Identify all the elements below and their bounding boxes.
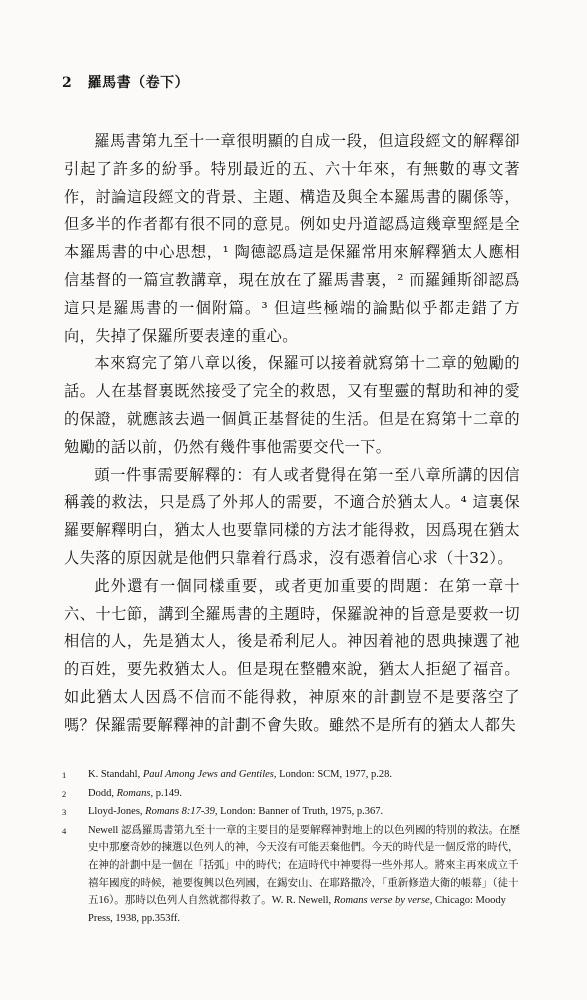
book-title: 羅馬書（卷下） [87,75,190,91]
footnote [62,803,524,822]
footnote-mark: 3 [62,807,67,818]
footnote-text: Dodd, Romans, p.149. [88,787,182,799]
paragraph: 此外還有一個同樣重要，或者更加重要的問題：在第一章十六、十七節，講到全羅馬書的主題時，保羅說神的旨意是要救一切相信的人，先是猶太人，後是希利尼人。神因着祂的恩典揀選了祂的百姓，要先救猶太人。但是現在整體來說，猶太人拒絕了福音。如此猶太人因爲不信而不能得救，神原來的計劃豈不是要落空了嗎？保羅需要解釋神的計劃不會失敗。雖然不是所有的猶太人都失 [64,576,520,734]
footnote-mark: 1 [62,770,67,780]
paragraph: 頭一件事需要解釋的：有人或者覺得在第一至八章所講的因信稱義的救法，只是爲了外邦人的需要，不適合於猶太人。⁴ 這裏保羅要解釋明白，猶太人也要靠同樣的方法才能得救，因爲現在猶太人失落的原因就是他們只靠着行爲求，沒有憑着信心求（十32）。 [64,465,520,567]
footnote-text: Lloyd-Jones, Romans 8:17-39, London: Banner of Truth, 1975, p.367. [88,806,384,818]
paragraph: 本來寫完了第八章以後，保羅可以接着就寫第十二章的勉勵的話。人在基督裏既然接受了完全的救恩，又有聖靈的幫助和神的愛的保證，就應該去過一個眞正基督徒的生活。但是在寫第十二章的勉勵的話以前，仍然有幾件事他需要交代一下。 [64,354,520,456]
footnotes [62,766,524,927]
footnote [62,766,524,785]
running-header [62,72,189,92]
footnote-mark: 4 [62,825,67,836]
footnote [62,785,524,804]
page-number: 2 [62,75,73,91]
main-text [64,128,520,740]
footnote-mark: 2 [62,788,67,799]
footnote-text: K. Standahl, Paul Among Jews and Gentiles, London: SCM, 1977, p.28. [88,769,393,780]
footnote-text: Newell 認爲羅馬書第九至十一章的主要目的是要解釋神對地上的以色列國的特別的救法。在歷史中那麼奇妙的揀選以色列人的神，今天沒有可能丟棄他們。今天的時代是一個反常的時代，在神的計劃中是一個在「括弧」中的時代；在這時代中神要得一些外邦人。將來主再來成立千禧年國度的時候，祂要復興以色列國，在錫安山、在耶路撒冷，「重新修造大衛的帳幕」（徒十五16）。那時以色列人自然就都得救了。W. R. Newell, Romans verse by verse, Chicago: Moody Press, 1938, pp.353ff. [88,824,520,924]
footnote [62,822,524,928]
paragraph: 羅馬書第九至十一章很明顯的自成一段，但這段經文的解釋卻引起了許多的紛爭。特別最近的五、六十年來，有無數的專文著作，討論這段經文的背景、主題、構造及與全本羅馬書的關係等，但多半的作者都有很不同的意見。例如史丹道認爲這幾章聖經是全本羅馬書的中心思想，¹ 陶德認爲這是保羅常用來解釋猶太人應相信基督的一篇宣教講章，現在放在了羅馬書裏，² 而羅鍾斯卻認爲這只是羅馬書的一個附篇。³ 但這些極端的論點似乎都走錯了方向，失掉了保羅所要表達的重心。 [64,132,520,345]
